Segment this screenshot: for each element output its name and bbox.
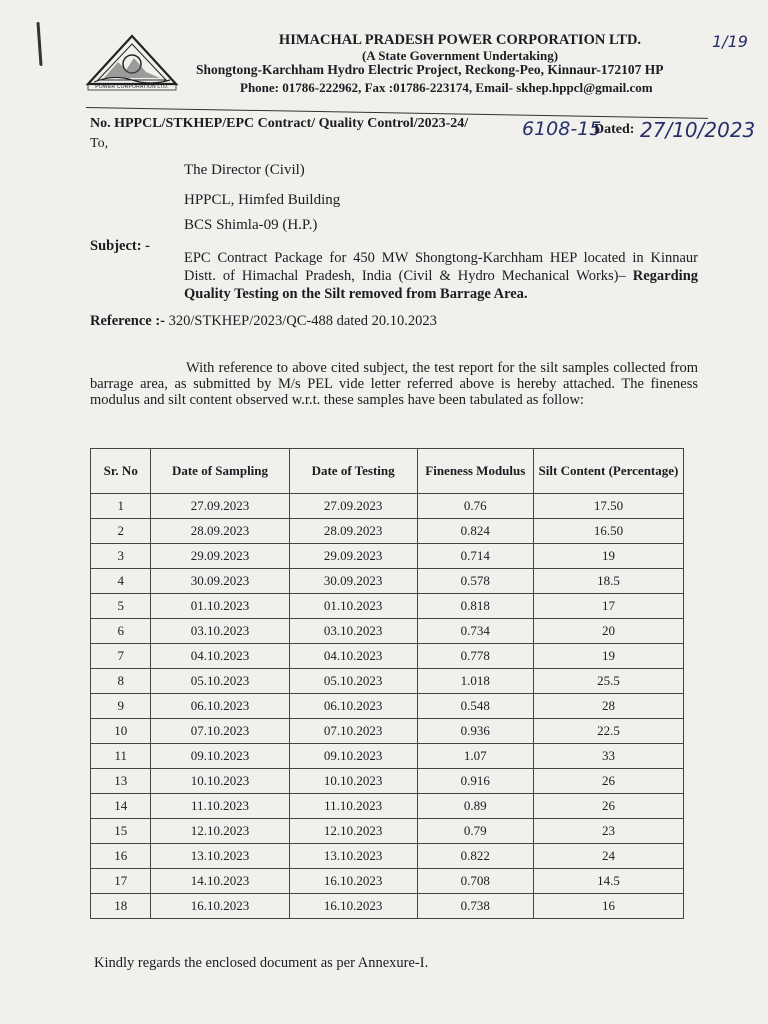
logo-caption: POWER CORPORATION LTD. xyxy=(95,84,169,90)
organization-name: HIMACHAL PRADESH POWER CORPORATION LTD. xyxy=(278,32,642,48)
table-row xyxy=(91,769,684,794)
table-row xyxy=(91,794,684,819)
cell-sr-no: 15 xyxy=(91,819,151,844)
cell-sr-no: 1 xyxy=(91,494,151,519)
cell-sr-no: 7 xyxy=(91,644,151,669)
table-row xyxy=(91,719,684,744)
cell-fineness-modulus: 0.822 xyxy=(417,844,533,869)
cell-date-sampling: 27.09.2023 xyxy=(151,494,289,519)
dated-label: Dated: xyxy=(594,122,635,137)
subject-text xyxy=(184,249,698,303)
handwritten-dispatch-number: 6108-15 xyxy=(522,118,602,140)
cell-sr-no: 11 xyxy=(91,744,151,769)
cell-silt-content: 18.5 xyxy=(533,569,683,594)
table-header-row xyxy=(91,449,684,494)
table-row xyxy=(91,569,684,594)
cell-silt-content: 17.50 xyxy=(533,494,683,519)
table-row xyxy=(91,844,684,869)
header-date-sampling: Date of Sampling xyxy=(151,449,289,494)
cell-date-testing: 06.10.2023 xyxy=(289,694,417,719)
cell-silt-content: 22.5 xyxy=(533,719,683,744)
cell-silt-content: 33 xyxy=(533,744,683,769)
cell-date-sampling: 07.10.2023 xyxy=(151,719,289,744)
handwritten-page-number: 1/19 xyxy=(712,32,748,51)
cell-silt-content: 28 xyxy=(533,694,683,719)
cell-date-sampling: 16.10.2023 xyxy=(151,894,289,919)
cell-silt-content: 25.5 xyxy=(533,669,683,694)
cell-date-sampling: 01.10.2023 xyxy=(151,594,289,619)
cell-fineness-modulus: 0.79 xyxy=(417,819,533,844)
cell-silt-content: 16 xyxy=(533,894,683,919)
contact-line: Phone: 01786-222962, Fax :01786-223174, Email- skhep.hppcl@gmail.com xyxy=(240,80,653,95)
subject-bold: Regarding Quality Testing on the Silt removed from Barrage Area. xyxy=(184,268,699,302)
cell-date-sampling: 11.10.2023 xyxy=(151,794,289,819)
table-row xyxy=(91,544,684,569)
cell-fineness-modulus: 0.578 xyxy=(417,569,533,594)
cell-date-testing: 16.10.2023 xyxy=(289,869,417,894)
cell-sr-no: 8 xyxy=(91,669,151,694)
letter-reference-number: No. HPPCL/STKHEP/EPC Contract/ Quality Control/2023-24/ xyxy=(90,116,469,131)
cell-date-testing: 30.09.2023 xyxy=(289,569,417,594)
cell-date-testing: 07.10.2023 xyxy=(289,719,417,744)
cell-sr-no: 13 xyxy=(91,769,151,794)
organization-subtitle: (A State Government Undertaking) xyxy=(361,48,559,63)
cell-sr-no: 18 xyxy=(91,894,151,919)
cell-sr-no: 10 xyxy=(91,719,151,744)
cell-fineness-modulus: 1.07 xyxy=(417,744,533,769)
cell-sr-no: 2 xyxy=(91,519,151,544)
cell-date-sampling: 28.09.2023 xyxy=(151,519,289,544)
cell-silt-content: 26 xyxy=(533,769,683,794)
cell-fineness-modulus: 0.936 xyxy=(417,719,533,744)
cell-date-sampling: 09.10.2023 xyxy=(151,744,289,769)
to-label: To, xyxy=(90,136,109,151)
cell-date-sampling: 10.10.2023 xyxy=(151,769,289,794)
margin-mark xyxy=(36,22,42,66)
table-row xyxy=(91,744,684,769)
cell-date-testing: 16.10.2023 xyxy=(289,894,417,919)
cell-fineness-modulus: 0.734 xyxy=(417,619,533,644)
table-row xyxy=(91,869,684,894)
cell-fineness-modulus: 0.738 xyxy=(417,894,533,919)
reference-text: 320/STKHEP/2023/QC-488 dated 20.10.2023 xyxy=(168,313,437,329)
cell-date-testing: 27.09.2023 xyxy=(289,494,417,519)
cell-sr-no: 4 xyxy=(91,569,151,594)
cell-fineness-modulus: 1.018 xyxy=(417,669,533,694)
addressee-line: BCS Shimla-09 (H.P.) xyxy=(184,217,318,233)
cell-silt-content: 24 xyxy=(533,844,683,869)
cell-date-sampling: 13.10.2023 xyxy=(151,844,289,869)
cell-fineness-modulus: 0.548 xyxy=(417,694,533,719)
cell-date-sampling: 06.10.2023 xyxy=(151,694,289,719)
cell-date-sampling: 14.10.2023 xyxy=(151,869,289,894)
table-row xyxy=(91,894,684,919)
cell-fineness-modulus: 0.916 xyxy=(417,769,533,794)
table-row xyxy=(91,819,684,844)
cell-date-sampling: 03.10.2023 xyxy=(151,619,289,644)
table-row xyxy=(91,669,684,694)
table-row xyxy=(91,594,684,619)
table-row xyxy=(91,494,684,519)
table-body xyxy=(91,494,684,919)
cell-date-testing: 10.10.2023 xyxy=(289,769,417,794)
cell-date-sampling: 05.10.2023 xyxy=(151,669,289,694)
silt-test-table xyxy=(90,448,684,919)
reference-line xyxy=(90,313,437,330)
project-address: Shongtong-Karchham Hydro Electric Project, Reckong-Peo, Kinnaur-172107 HP xyxy=(196,62,664,77)
cell-sr-no: 17 xyxy=(91,869,151,894)
addressee-line: HPPCL, Himfed Building xyxy=(184,192,341,208)
table-row xyxy=(91,619,684,644)
cell-fineness-modulus: 0.708 xyxy=(417,869,533,894)
cell-sr-no: 3 xyxy=(91,544,151,569)
cell-fineness-modulus: 0.714 xyxy=(417,544,533,569)
cell-sr-no: 14 xyxy=(91,794,151,819)
cell-date-testing: 12.10.2023 xyxy=(289,819,417,844)
cell-sr-no: 16 xyxy=(91,844,151,869)
cell-silt-content: 19 xyxy=(533,644,683,669)
cell-sr-no: 6 xyxy=(91,619,151,644)
cell-sr-no: 9 xyxy=(91,694,151,719)
cell-silt-content: 17 xyxy=(533,594,683,619)
table-row xyxy=(91,519,684,544)
cell-date-testing: 28.09.2023 xyxy=(289,519,417,544)
cell-date-testing: 29.09.2023 xyxy=(289,544,417,569)
header-fineness-modulus: Fineness Modulus xyxy=(417,449,533,494)
cell-silt-content: 16.50 xyxy=(533,519,683,544)
cell-date-sampling: 12.10.2023 xyxy=(151,819,289,844)
cell-fineness-modulus: 0.778 xyxy=(417,644,533,669)
body-paragraph: With reference to above cited subject, the test report for the silt samples collected from barrage area, as submitted by M/s PEL vide letter referred above is hereby attached. The fineness modulus and silt content observed w.r.t. these samples have been tabulated as follow: xyxy=(90,360,698,408)
cell-date-testing: 11.10.2023 xyxy=(289,794,417,819)
header-sr-no: Sr. No xyxy=(91,449,151,494)
addressee-line: The Director (Civil) xyxy=(184,162,305,178)
closing-line: Kindly regards the enclosed document as per Annexure-I. xyxy=(94,955,429,971)
cell-fineness-modulus: 0.824 xyxy=(417,519,533,544)
cell-silt-content: 23 xyxy=(533,819,683,844)
cell-fineness-modulus: 0.76 xyxy=(417,494,533,519)
reference-label: Reference :- xyxy=(90,313,165,329)
cell-date-testing: 03.10.2023 xyxy=(289,619,417,644)
header-date-testing: Date of Testing xyxy=(289,449,417,494)
cell-date-sampling: 30.09.2023 xyxy=(151,569,289,594)
cell-date-sampling: 29.09.2023 xyxy=(151,544,289,569)
cell-date-sampling: 04.10.2023 xyxy=(151,644,289,669)
cell-silt-content: 19 xyxy=(533,544,683,569)
cell-silt-content: 26 xyxy=(533,794,683,819)
cell-fineness-modulus: 0.818 xyxy=(417,594,533,619)
handwritten-date: 27/10/2023 xyxy=(640,118,756,142)
cell-date-testing: 04.10.2023 xyxy=(289,644,417,669)
cell-sr-no: 5 xyxy=(91,594,151,619)
cell-date-testing: 13.10.2023 xyxy=(289,844,417,869)
subject-body: EPC Contract Package for 450 MW Shongtong-Karchham HEP located in Kinnaur Distt. of Himachal Pradesh, India (Civil & Hydro Mechanical Works)– xyxy=(184,250,698,284)
cell-date-testing: 01.10.2023 xyxy=(289,594,417,619)
subject-label: Subject: - xyxy=(90,238,151,254)
header-silt-content: Silt Content (Percentage) xyxy=(533,449,683,494)
table-row xyxy=(91,644,684,669)
cell-silt-content: 14.5 xyxy=(533,869,683,894)
cell-date-testing: 09.10.2023 xyxy=(289,744,417,769)
cell-date-testing: 05.10.2023 xyxy=(289,669,417,694)
cell-fineness-modulus: 0.89 xyxy=(417,794,533,819)
cell-silt-content: 20 xyxy=(533,619,683,644)
table-row xyxy=(91,694,684,719)
